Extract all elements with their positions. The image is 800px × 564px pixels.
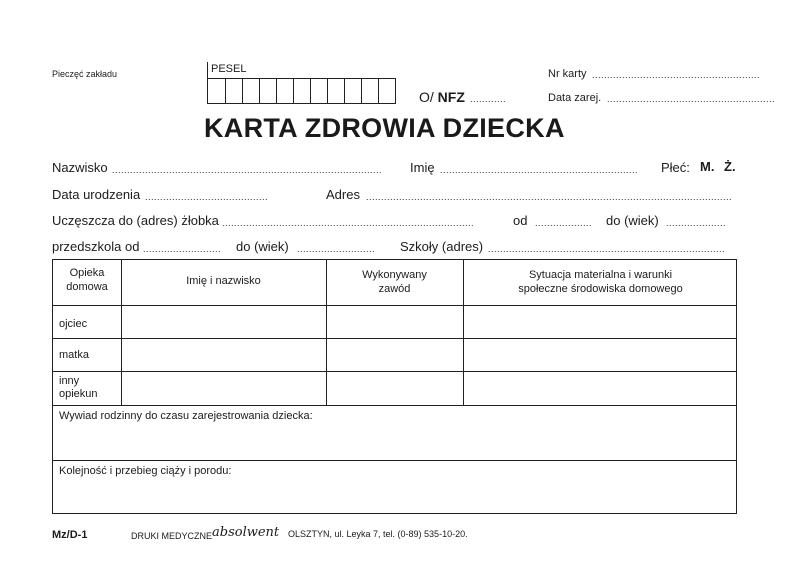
pesel-digit-cell[interactable] — [327, 79, 344, 103]
pesel-digit-cell[interactable] — [344, 79, 361, 103]
registration-date-field[interactable]: ........................................................ — [607, 94, 776, 104]
table-row-divider — [53, 405, 736, 406]
pesel-bracket — [207, 62, 208, 78]
table-row-divider — [53, 338, 736, 339]
surname-label: Nazwisko — [52, 160, 108, 175]
pesel-label: PESEL — [211, 63, 247, 75]
sex-option-f[interactable]: Ż. — [724, 159, 736, 174]
nursery-field[interactable]: .................................................................................... — [222, 218, 475, 228]
col-header-name: Imię i nazwisko — [186, 275, 261, 287]
preschool-to-field[interactable]: .......................... — [297, 244, 376, 254]
nursery-from-label: od — [513, 213, 528, 228]
preschool-from-field[interactable]: .......................... — [143, 244, 222, 254]
care-table — [52, 259, 737, 514]
pesel-digit-cell[interactable] — [242, 79, 259, 103]
col-header-care: Opieka domowa — [66, 267, 108, 293]
pesel-digit-cell[interactable] — [276, 79, 293, 103]
stamp-label: Pieczęć zakładu — [52, 69, 118, 79]
pesel-input-grid[interactable] — [207, 78, 396, 104]
col-header-situation: Sytuacja materialna i warunki społeczne środowiska domowego — [518, 269, 683, 295]
table-row-divider — [53, 371, 736, 372]
address-label: Adres — [326, 187, 360, 202]
surname-field[interactable]: .......................................................................................... — [112, 165, 383, 175]
nursery-to-age-field[interactable]: .................... — [666, 218, 727, 228]
birth-date-field[interactable]: ......................................... — [145, 192, 269, 202]
registration-date-label: Data zarej. — [548, 92, 602, 104]
pesel-digit-cell[interactable] — [293, 79, 310, 103]
school-field[interactable]: ............................................................................... — [488, 244, 726, 254]
first-name-field[interactable]: .................................................................. — [440, 165, 639, 175]
onfz-label — [419, 89, 465, 105]
onfz-bold: NFZ — [437, 89, 465, 105]
page-title: KARTA ZDROWIA DZIECKA — [204, 113, 565, 143]
first-name-label: Imię — [410, 160, 435, 175]
family-history-label: Wywiad rodzinny do czasu zarejestrowania dziecka: — [59, 410, 313, 422]
nursery-from-field[interactable]: ................... — [535, 218, 593, 228]
form-code: Mz/D-1 — [52, 529, 88, 541]
sex-option-m[interactable]: M. — [700, 159, 715, 174]
printer-address: OLSZTYN, ul. Leyka 7, tel. (0-89) 535-10-20. — [288, 529, 468, 539]
school-label: Szkoły (adres) — [400, 239, 484, 254]
row-label-other-guardian: inny opiekun — [59, 375, 98, 400]
onfz-field[interactable]: ............ — [470, 94, 507, 104]
card-number-field[interactable]: ........................................................ — [592, 70, 761, 80]
pesel-digit-cell[interactable] — [208, 79, 225, 103]
brand-logo: absolwent — [212, 525, 280, 540]
pregnancy-label: Kolejność i przebieg ciąży i porodu: — [59, 465, 232, 477]
table-row-divider — [53, 460, 736, 461]
pesel-digit-cell[interactable] — [310, 79, 327, 103]
pesel-digit-cell[interactable] — [225, 79, 242, 103]
nursery-label: Uczęszcza do (adres) żłobka — [52, 213, 219, 228]
nursery-to-age-label: do (wiek) — [606, 213, 659, 228]
row-label-father: ojciec — [59, 318, 88, 330]
preschool-to-label: do (wiek) — [236, 239, 289, 254]
printer-name: DRUKI MEDYCZNE — [131, 531, 213, 541]
birth-date-label: Data urodzenia — [52, 187, 141, 202]
preschool-label: przedszkola od — [52, 239, 140, 254]
onfz-prefix: O/ — [419, 89, 434, 105]
pesel-digit-cell[interactable] — [378, 79, 395, 103]
address-field[interactable]: .......................................................................................................................... — [366, 192, 733, 202]
sex-label: Płeć: — [661, 160, 690, 175]
table-header-divider — [53, 305, 736, 306]
pesel-digit-cell[interactable] — [259, 79, 276, 103]
col-header-occupation: Wykonywany zawód — [362, 269, 427, 295]
row-label-mother: matka — [59, 349, 89, 361]
pesel-digit-cell[interactable] — [361, 79, 378, 103]
card-number-label: Nr karty — [548, 68, 587, 80]
